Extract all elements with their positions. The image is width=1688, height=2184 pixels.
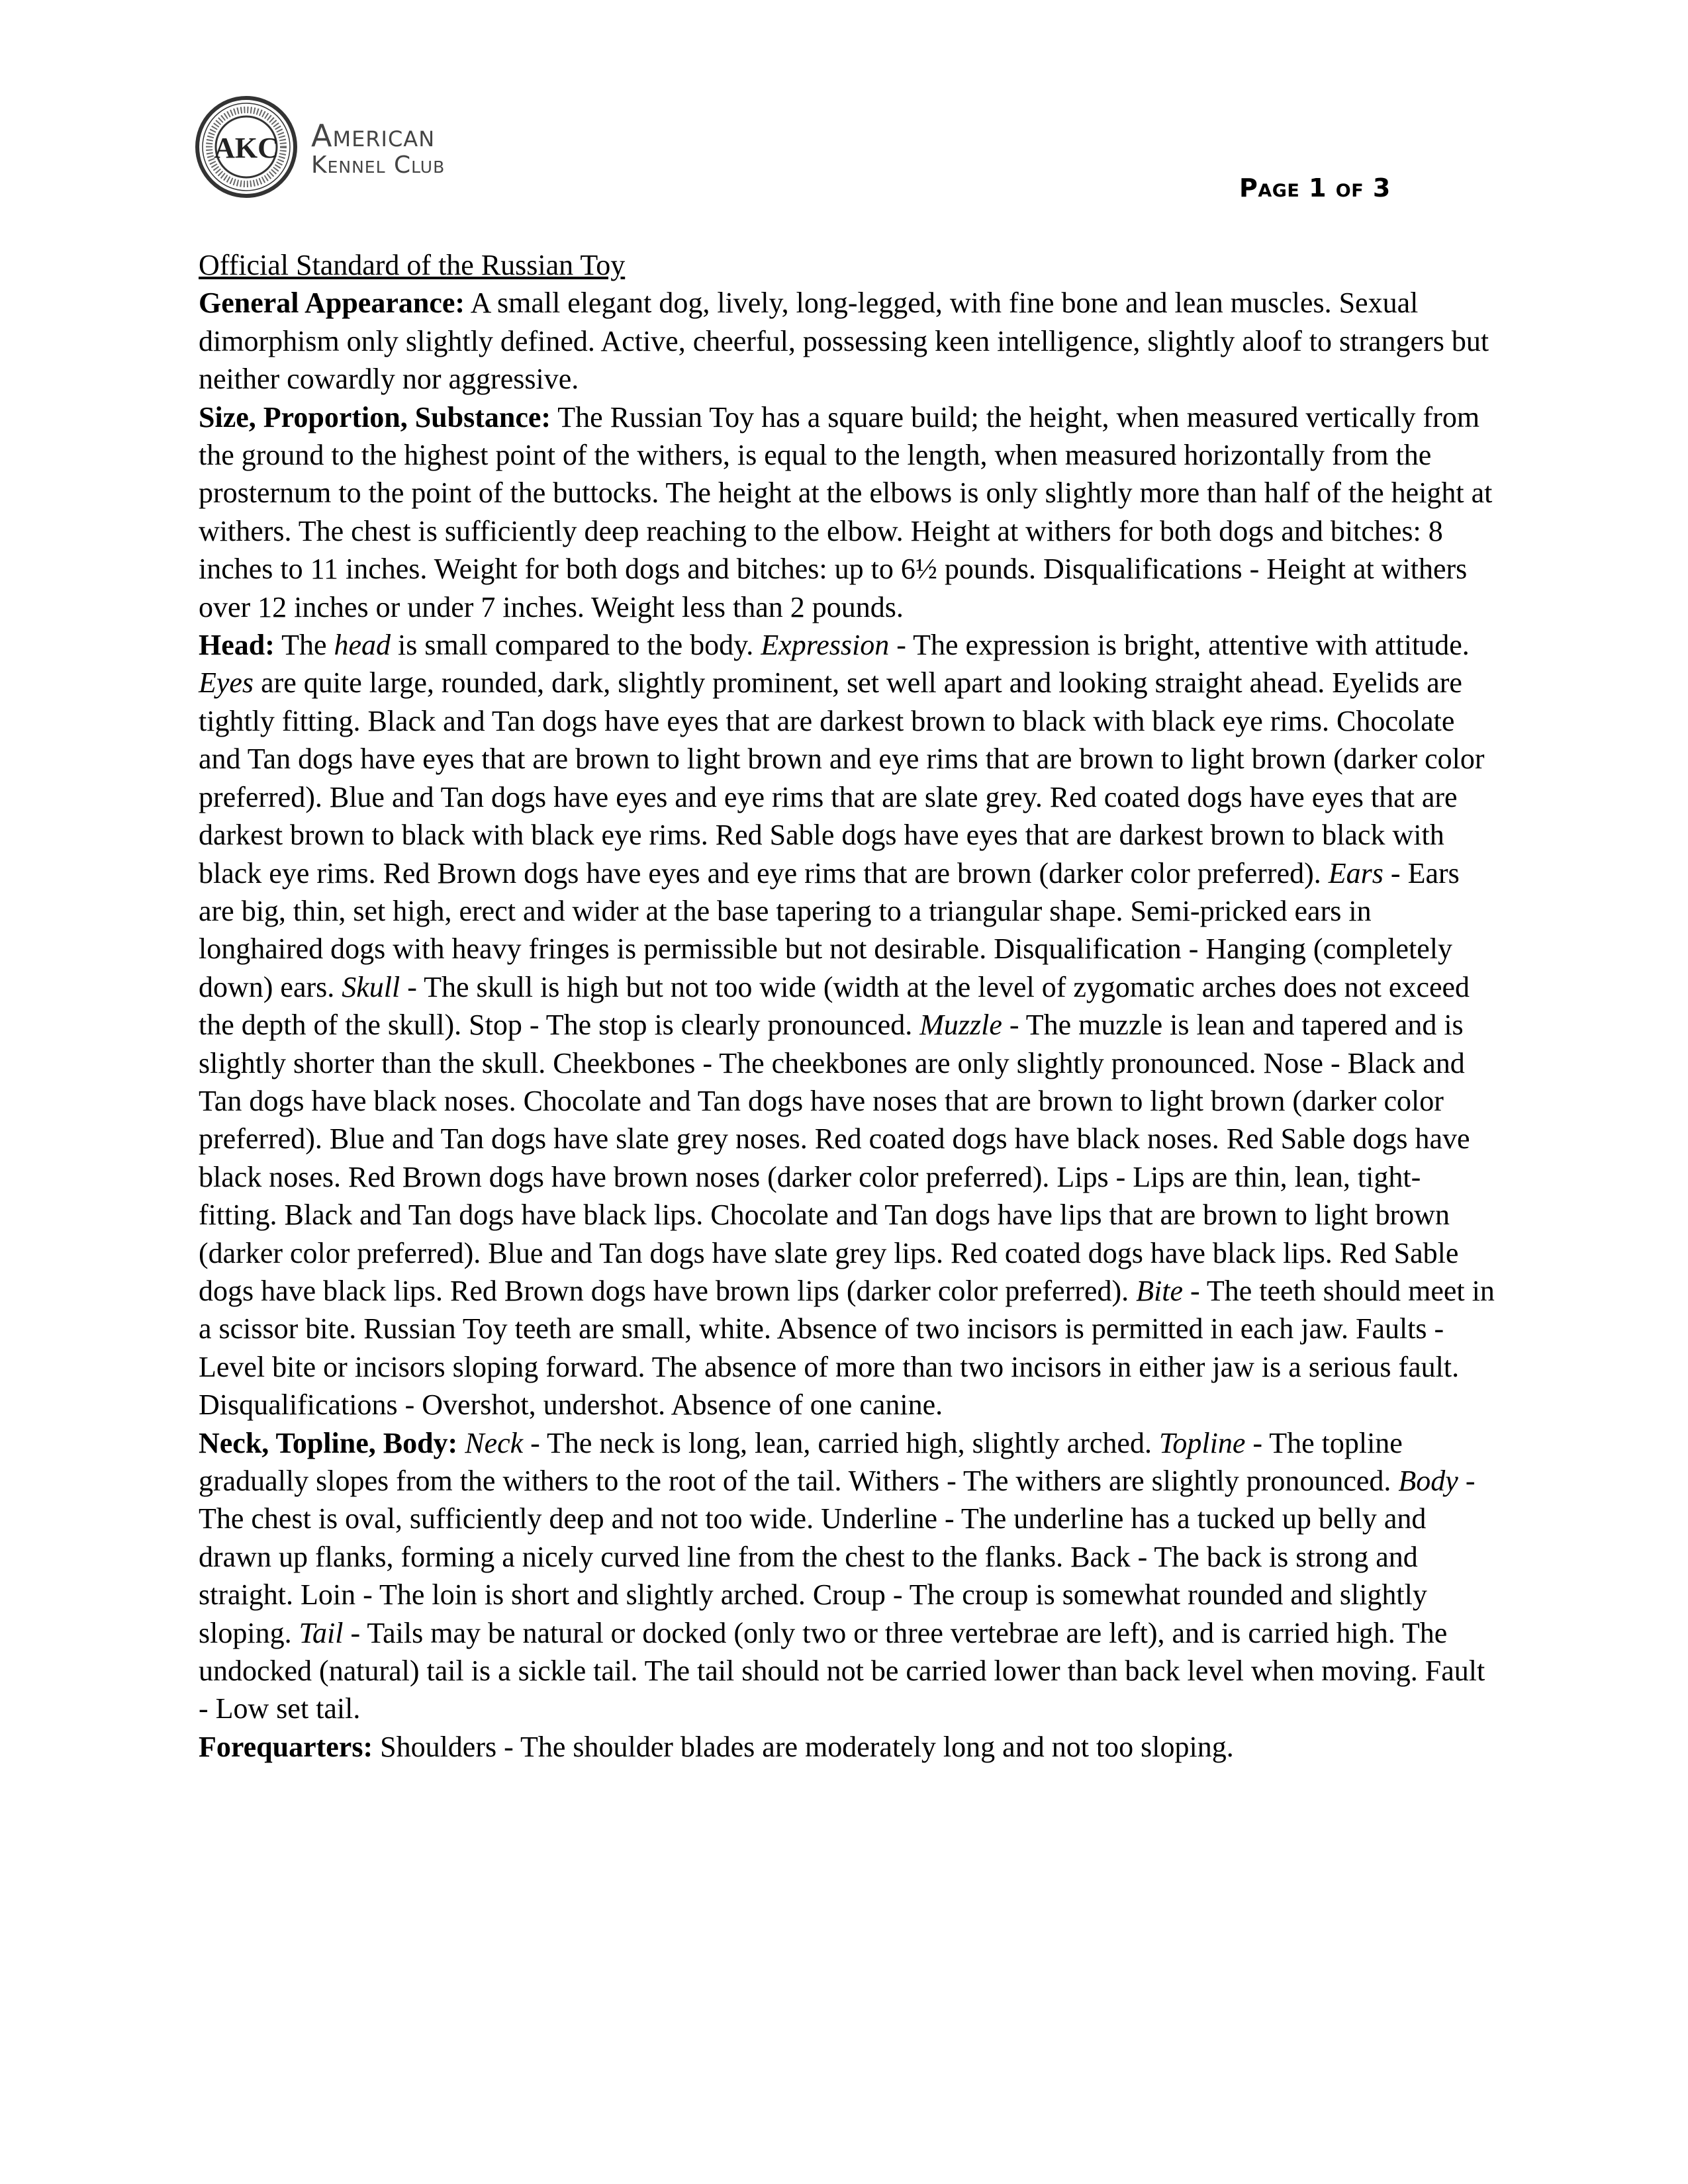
section-heading: Neck, Topline, Body: bbox=[199, 1426, 458, 1459]
section-text: - The expression is bright, attentive with attitude. bbox=[889, 629, 1470, 662]
italic-term: Body bbox=[1398, 1465, 1458, 1497]
section-text: - The neck is long, lean, carried high, slightly arched. bbox=[523, 1426, 1159, 1459]
akc-seal-icon bbox=[193, 94, 306, 200]
section-paragraph bbox=[199, 1424, 1496, 1728]
section-heading: Forequarters: bbox=[199, 1730, 373, 1763]
akc-logo bbox=[193, 94, 471, 200]
italic-term: Skull bbox=[342, 970, 400, 1003]
section-text: Shoulders - The shoulder blades are moderately long and not too sloping. bbox=[373, 1730, 1234, 1763]
sections-container bbox=[199, 284, 1496, 1766]
section-text: - Tails may be natural or docked (only two or three vertebrae are left), and is carried high. The undocked (natural) tail is a sickle tail. The tail should not be carried lower than back level when moving. Fault - Low set tail. bbox=[199, 1616, 1485, 1725]
section-text: - Ears are big, thin, set high, erect and wider at the base tapering to a triangular shape. Semi-pricked ears in longhaired dogs with heavy fringes is permissible but not desirable. Disqualification - Hanging (completely down) ears. bbox=[199, 856, 1460, 1003]
section-paragraph bbox=[199, 398, 1496, 626]
italic-term: Eyes bbox=[199, 666, 254, 700]
italic-term: Expression bbox=[761, 629, 890, 662]
italic-term: Ears bbox=[1328, 856, 1383, 889]
logo-line-2: Kennel Club bbox=[311, 152, 445, 179]
section-text bbox=[457, 1427, 465, 1459]
section-paragraph bbox=[199, 626, 1496, 1424]
section-text: are quite large, rounded, dark, slightly prominent, set well apart and looking straight ahead. Eyelids are tightly fitting. Black and Tan dogs have eyes that are darkest brown to black with black eye rims. Chocolate and Tan dogs have eyes that are brown to light brown and eye rims that are brown to light brown (darker color preferred). Blue and Tan dogs have eyes and eye rims that are slate grey. Red coated dogs have eyes that are darkest brown to black with black eye rims. Red Sable dogs have eyes that are darkest brown to black with black eye rims. Red Brown dogs have eyes and eye rims that are brown (darker color preferred). bbox=[199, 666, 1485, 889]
seal-text: AKC bbox=[214, 132, 279, 164]
section-text: - The teeth should meet in a scissor bite. Russian Toy teeth are small, white. Absence of two incisors is permitted in each jaw. Faults - Level bite or incisors sloping forward. The absence of more than two incisors in either jaw is a serious fault. Disqualifications - Overshot, undershot. Absence of one canine. bbox=[199, 1274, 1495, 1422]
section-text: The Russian Toy has a square build; the height, when measured vertically from the ground to the highest point of the withers, is equal to the length, when measured horizontally from the prosternum to the point of the buttocks. The height at the elbows is only slightly more than half of the height at withers. The chest is sufficiently deep reaching to the elbow. Height at withers for both dogs and bitches: 8 inches to 11 inches. Weight for both dogs and bitches: up to 6½ pounds. Disqualifications - Height at withers over 12 inches or under 7 inches. Weight less than 2 pounds. bbox=[199, 400, 1493, 623]
section-text: A small elegant dog, lively, long-legged, with fine bone and lean muscles. Sexual dimorphism only slightly defined. Active, cheerful, possessing keen intelligence, slightly aloof to strangers but neither cowardly nor aggressive. bbox=[199, 287, 1489, 396]
italic-term: Tail bbox=[299, 1616, 344, 1649]
document-title: Official Standard of the Russian Toy bbox=[199, 249, 626, 281]
italic-term: Topline bbox=[1158, 1426, 1246, 1459]
logo-line-1: American bbox=[311, 118, 436, 154]
section-heading: Head: bbox=[199, 629, 275, 662]
section-paragraph bbox=[199, 1728, 1496, 1766]
section-heading: General Appearance: bbox=[199, 287, 465, 320]
section-text: - The topline gradually slopes from the withers to the root of the tail. Withers - The withers are slightly pronounced. bbox=[199, 1426, 1403, 1497]
section-text: is small compared to the body. bbox=[391, 629, 761, 662]
section-text: The bbox=[274, 629, 334, 662]
page-number: Page 1 of 3 bbox=[1239, 173, 1391, 203]
section-paragraph bbox=[199, 284, 1496, 398]
logo-wordmark bbox=[311, 120, 445, 177]
italic-term: Bite bbox=[1136, 1274, 1184, 1307]
italic-term: head bbox=[334, 629, 391, 662]
italic-term: Neck bbox=[465, 1426, 524, 1459]
section-text: - The chest is oval, sufficiently deep and not too wide. Underline - The underline has a tucked up belly and drawn up flanks, forming a nicely curved line from the chest to the flanks. Back - The back is strong and straight. Loin - The loin is short and slightly arched. Croup - The croup is somewhat rounded and slightly sloping. bbox=[199, 1465, 1476, 1649]
document-body bbox=[199, 246, 1496, 1766]
italic-term: Muzzle bbox=[919, 1009, 1002, 1042]
section-heading: Size, Proportion, Substance: bbox=[199, 400, 551, 433]
section-text: - The skull is high but not too wide (width at the level of zygomatic arches does not exceed the depth of the skull). Stop - The stop is clearly pronounced. bbox=[199, 970, 1470, 1042]
section-text: - The muzzle is lean and tapered and is slightly shorter than the skull. Cheekbones - The cheekbones are only slightly pronounced. Nose - Black and Tan dogs have black noses. Chocolate and Tan dogs have noses that are brown to light brown (darker color preferred). Blue and Tan dogs have slate grey noses. Red coated dogs have black noses. Red Sable dogs have black noses. Red Brown dogs have brown noses (darker color preferred). Lips - Lips are thin, lean, tight-fitting. Black and Tan dogs have black lips. Chocolate and Tan dogs have lips that are brown to light brown (darker color preferred). Blue and Tan dogs have slate grey lips. Red coated dogs have black lips. Red Sable dogs have black lips. Red Brown dogs have brown lips (darker color preferred). bbox=[199, 1009, 1470, 1307]
